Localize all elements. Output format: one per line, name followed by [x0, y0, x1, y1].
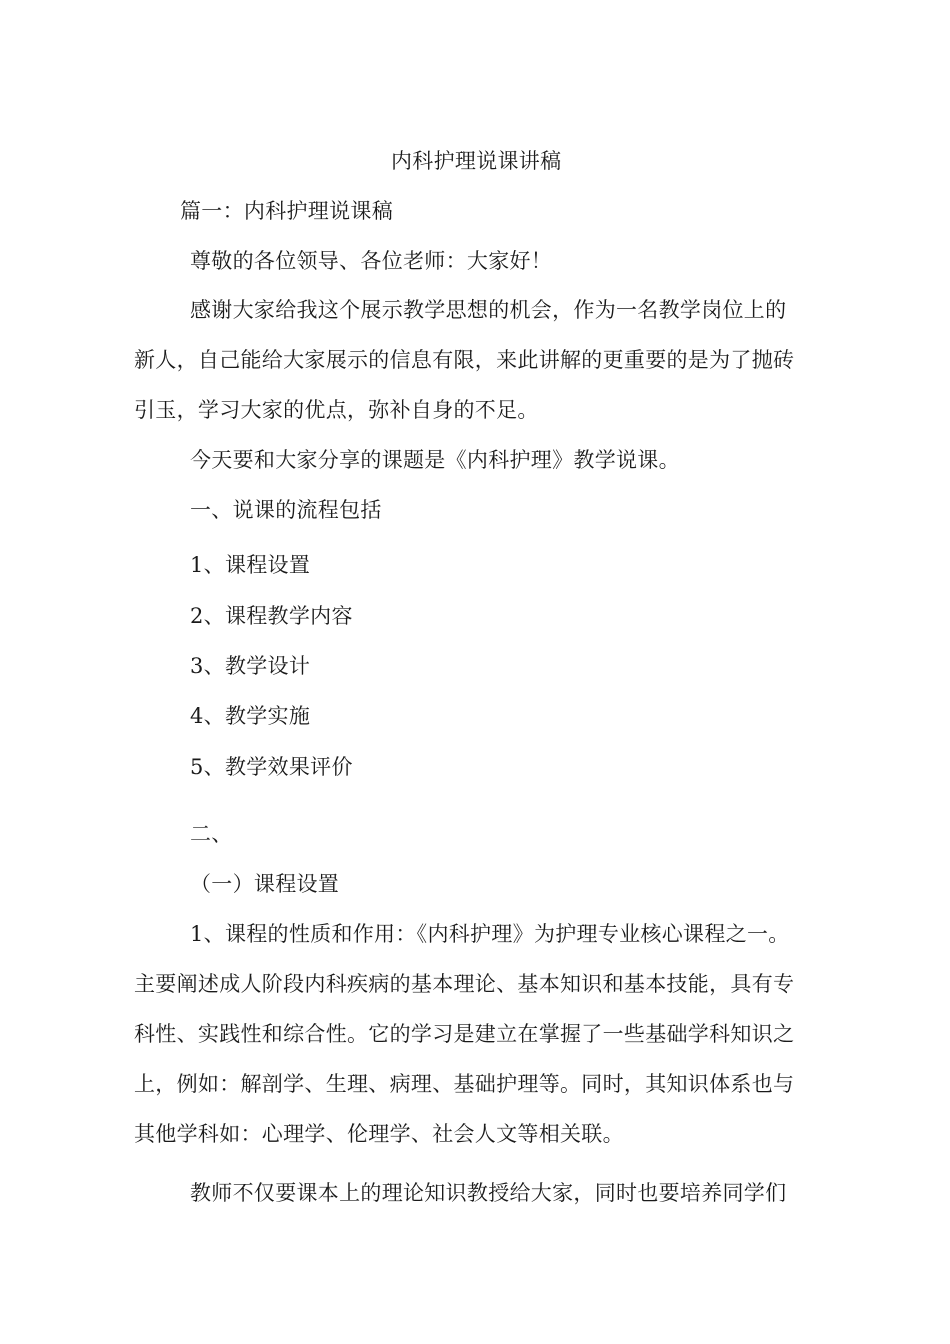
paragraph-line: 感谢大家给我这个展示教学思想的机会，作为一名教学岗位上的	[190, 298, 787, 322]
paragraph-line: 新人，自己能给大家展示的信息有限，来此讲解的更重要的是为了抛砖	[134, 348, 795, 372]
paragraph-line: 引玉，学习大家的优点，弥补自身的不足。	[134, 398, 539, 422]
paragraph-line: 其他学科如：心理学、伦理学、社会人文等相关联。	[134, 1122, 624, 1146]
paragraph-line: 上，例如：解剖学、生理、病理、基础护理等。同时，其知识体系也与	[134, 1072, 795, 1096]
list-item: 2、课程教学内容	[190, 604, 353, 628]
section-heading: 一、说课的流程包括	[190, 498, 382, 522]
section-heading: 二、	[190, 822, 233, 846]
subsection-heading: （一）课程设置	[190, 872, 340, 896]
greeting: 尊敬的各位领导、各位老师：大家好！	[190, 249, 553, 273]
paragraph-line: 主要阐述成人阶段内科疾病的基本理论、基本知识和基本技能，具有专	[134, 972, 795, 996]
list-item: 1、课程设置	[190, 553, 311, 577]
list-item: 5、教学效果评价	[190, 755, 353, 779]
paragraph-line: 教师不仅要课本上的理论知识教授给大家，同时也要培养同学们	[190, 1181, 787, 1205]
section-heading: 篇一：内科护理说课稿	[180, 199, 393, 223]
list-item: 3、教学设计	[190, 654, 311, 678]
paragraph-line: 今天要和大家分享的课题是《内科护理》教学说课。	[190, 448, 680, 472]
paragraph-line: 科性、实践性和综合性。它的学习是建立在掌握了一些基础学科知识之	[134, 1022, 795, 1046]
page-title: 内科护理说课讲稿	[391, 149, 562, 173]
list-item: 4、教学实施	[190, 704, 311, 728]
paragraph-line: 1、课程的性质和作用：《内科护理》为护理专业核心课程之一。	[190, 922, 790, 946]
